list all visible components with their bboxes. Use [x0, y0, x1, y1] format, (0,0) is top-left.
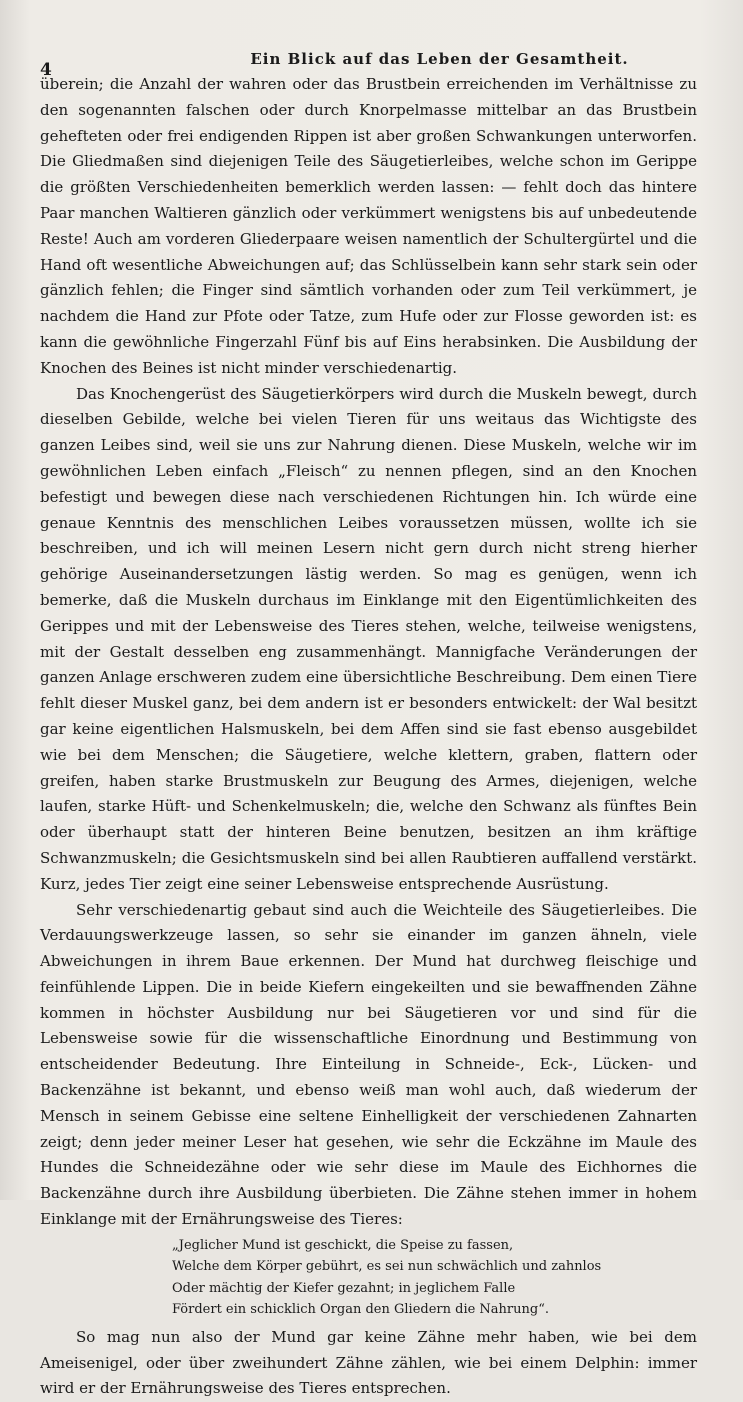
- poem-line-2: Welche dem Körper gebührt, es sei nun schwächlich und zahnlos: [172, 1259, 602, 1275]
- poem-line-1: „Jeglicher Mund ist geschickt, die Speise zu fassen,: [172, 1237, 514, 1253]
- page-body: [40, 72, 697, 1402]
- page-number: 4: [40, 60, 52, 80]
- poem-quote: [172, 1235, 697, 1321]
- paragraph-3: Sehr verschiedenartig gebaut sind auch die Weichteile des Säugetierleibes. Die Verdauungswerkzeuge lassen, so sehr sie einander im ganzen ähneln, viele Abweichungen in ihrem Baue erkennen. Der Mund hat durchweg fleischige und feinfühlende Lippen. Die in beide Kiefern eingekeilten und sie bewaffnenden Zähne kommen in höchster Ausbildung nur bei Säugetieren vor und sind für die Lebensweise sowie für die wissenschaftliche Einordnung und Bestimmung von entscheidender Bedeutung. Ihre Einteilung in Schneide-, Eck-, Lücken- und Backenzähne ist bekannt, und ebenso weiß man wohl auch, daß wiederum der Mensch in seinem Gebisse eine seltene Einhelligkeit der verschiedenen Zahnarten zeigt; denn jeder meiner Leser hat gesehen, wie sehr die Eckzähne im Maule des Hundes die Schneidezähne oder wie sehr diese im Maule des Eichhornes die Backenzähne durch ihre Ausbildung überbieten. Die Zähne stehen immer in hohem Einklange mit der Ernährungsweise des Tieres:: [40, 900, 697, 1229]
- running-head: Ein Blick auf das Leben der Gesamtheit.: [250, 50, 629, 68]
- closing-paragraph: So mag nun also der Mund gar keine Zähne mehr haben, wie bei dem Ameisenigel, oder über zweihundert Zähne zählen, wie bei einem Delphin: immer wird er der Ernährungsweise des Tieres entsprechen.: [40, 1327, 697, 1398]
- poem-line-4: Fördert ein schicklich Organ den Gliedern die Nahrung“.: [172, 1302, 549, 1318]
- paragraph-1: überein; die Anzahl der wahren oder das Brustbein erreichenden im Verhältnisse zu den sogenannten falschen oder durch Knorpelmasse mittelbar an das Brustbein gehefteten oder frei endigenden Rippen ist aber großen Schwankungen unterworfen. Die Gliedmaßen sind diejenigen Teile des Säugetierleibes, welche schon im Gerippe die größten Verschiedenheiten bemerklich werden lassen: — fehlt doch das hintere Paar manchen Waltieren gänzlich oder verkümmert wenigstens bis auf unbedeutende Reste! Auch am vorderen Gliederpaare weisen namentlich der Schultergürtel und die Hand oft wesentliche Abweichungen auf; das Schlüsselbein kann sehr stark sein oder gänzlich fehlen; die Finger sind sämtlich vorhanden oder zum Teil verkümmert, je nachdem die Hand zur Pfote oder Tatze, zum Hufe oder zur Flosse geworden ist: es kann die gewöhnliche Fingerzahl Fünf bis auf Eins herabsinken. Die Ausbildung der Knochen des Beines ist nicht minder verschiedenartig.: [40, 75, 697, 377]
- poem-line-3: Oder mächtig der Kiefer gezahnt; in jeglichem Falle: [172, 1280, 516, 1296]
- paragraph-2: Das Knochengerüst des Säugetierkörpers wird durch die Muskeln bewegt, durch dieselben Gebilde, welche bei vielen Tieren für uns weitaus das Wichtigste des ganzen Leibes sind, weil sie uns zur Nahrung dienen. Diese Muskeln, welche wir im gewöhnlichen Leben einfach „Fleisch“ zu nennen pflegen, sind an den Knochen befestigt und bewegen diese nach verschiedenen Richtungen hin. Ich würde eine genaue Kenntnis des menschlichen Leibes voraussetzen müssen, wollte ich sie beschreiben, und ich will meinen Lesern nicht gern durch nicht streng hierher gehörige Auseinandersetzungen lästig werden. So mag es genügen, wenn ich bemerke, daß die Muskeln durchaus im Einklange mit den Eigentümlichkeiten des Gerippes und mit der Lebensweise des Tieres stehen, welche, teilweise wenigstens, mit der Gestalt desselben eng zusammenhängt. Mannigfache Veränderungen der ganzen Anlage erschweren zudem eine übersichtliche Beschreibung. Dem einen Tiere fehlt dieser Muskel ganz, bei dem andern ist er besonders entwickelt: der Wal besitzt gar keine eigentlichen Halsmuskeln, bei dem Affen sind sie fast ebenso ausgebildet wie bei dem Menschen; die Säugetiere, welche klettern, graben, flattern oder greifen, haben starke Brustmuskeln zur Beugung des Armes, diejenigen, welche laufen, starke Hüft- und Schenkelmuskeln; die, welche den Schwanz als fünftes Bein oder überhaupt statt der hinteren Beine benutzen, besitzen an ihm kräftige Schwanzmuskeln; die Gesichtsmuskeln sind bei allen Raubtieren auffallend verstärkt. Kurz, jedes Tier zeigt eine seiner Lebensweise entsprechende Ausrüstung.: [40, 384, 697, 893]
